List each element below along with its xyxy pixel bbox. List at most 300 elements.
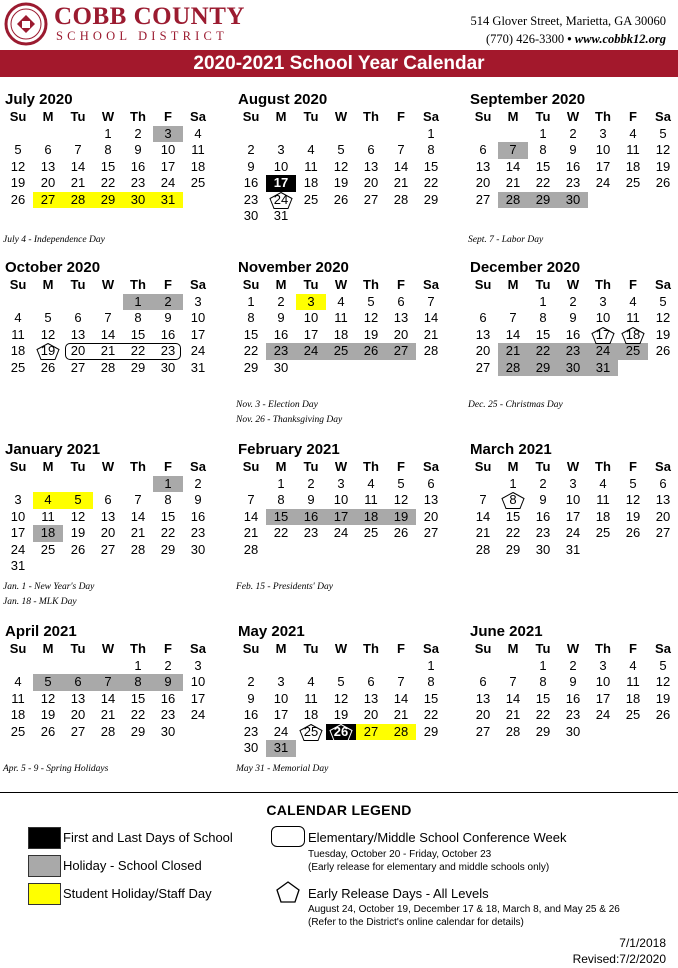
day-number: 2	[569, 125, 577, 141]
calendar-day	[386, 674, 416, 691]
calendar-day	[63, 707, 93, 724]
day-number: 8	[247, 310, 255, 325]
day-number: 7	[427, 293, 435, 309]
day-number: 15	[535, 690, 551, 706]
calendar-day	[183, 525, 213, 542]
day-number: 19	[393, 508, 409, 524]
calendar-day	[356, 724, 386, 741]
weekday-header: Th	[363, 277, 379, 292]
calendar-day	[528, 175, 558, 192]
day-number: 12	[333, 690, 349, 706]
calendar-day	[468, 360, 498, 377]
weekday-header: M	[275, 277, 287, 292]
calendar-day	[386, 343, 416, 360]
calendar-day	[588, 509, 618, 526]
day-number: 3	[194, 293, 202, 309]
day-number: 17	[190, 326, 206, 342]
calendar-day	[3, 724, 33, 741]
calendar-day	[93, 525, 123, 542]
weekday-header: Sa	[190, 109, 206, 124]
day-number: 15	[130, 690, 146, 706]
day-number: 3	[277, 142, 285, 157]
day-number: 10	[595, 142, 611, 157]
day-number: 22	[505, 525, 521, 540]
day-number: 1	[539, 657, 547, 673]
weekday-header: F	[629, 459, 637, 474]
calendar-day	[63, 674, 93, 691]
day-number: 22	[535, 343, 551, 358]
day-number: 6	[74, 310, 82, 325]
calendar-day	[386, 175, 416, 192]
calendar-day	[63, 724, 93, 741]
calendar-day	[356, 142, 386, 159]
day-number: 17	[160, 158, 176, 174]
calendar-day	[266, 327, 296, 344]
month-grid	[3, 109, 213, 225]
day-number: 31	[595, 359, 611, 375]
day-number: 7	[104, 310, 112, 325]
calendar-day	[93, 327, 123, 344]
calendar-day	[588, 476, 618, 493]
calendar-day	[266, 208, 296, 225]
month-holiday-notes	[3, 762, 108, 777]
calendar-day	[618, 476, 648, 493]
calendar-day	[123, 142, 153, 159]
calendar-day	[236, 674, 266, 691]
day-number: 5	[14, 142, 22, 157]
day-number: 21	[70, 175, 86, 190]
day-number: 28	[243, 541, 259, 557]
calendar-day	[468, 310, 498, 327]
day-number: 15	[535, 326, 551, 342]
calendar-day	[498, 343, 528, 360]
day-number: 23	[160, 707, 176, 722]
day-number: 12	[655, 142, 671, 157]
weekday-header: M	[42, 641, 54, 656]
month-name: July 2020	[5, 91, 73, 108]
legend-conference-note: (Early release for elementary and middle schools only)	[308, 862, 550, 873]
weekday-header: Th	[595, 277, 611, 292]
weekday-header: M	[42, 109, 54, 124]
day-number: 19	[40, 707, 56, 722]
day-number: 17	[565, 508, 581, 524]
day-number: 26	[40, 723, 56, 739]
month-calendar	[236, 440, 446, 575]
calendar-day	[588, 159, 618, 176]
day-number: 22	[130, 707, 146, 722]
month-name: December 2020	[470, 259, 581, 276]
calendar-day	[468, 724, 498, 741]
day-number: 7	[104, 674, 112, 689]
day-number: 21	[505, 175, 521, 190]
weekday-header: Th	[130, 109, 146, 124]
weekday-header: Su	[242, 459, 260, 474]
calendar-day	[468, 343, 498, 360]
day-number: 9	[307, 492, 315, 507]
calendar-day	[528, 658, 558, 675]
calendar-day	[63, 142, 93, 159]
calendar-day	[183, 707, 213, 724]
day-number: 29	[130, 359, 146, 375]
calendar-day	[3, 674, 33, 691]
day-number: 12	[333, 158, 349, 174]
weekday-header: W	[566, 277, 580, 292]
day-number: 3	[599, 125, 607, 141]
day-number: 8	[104, 142, 112, 157]
day-number: 28	[505, 723, 521, 739]
day-number: 9	[539, 492, 547, 507]
weekday-header: Su	[9, 459, 27, 474]
calendar-day	[416, 476, 446, 493]
day-number: 25	[363, 525, 379, 540]
day-number: 5	[629, 475, 637, 491]
calendar-day	[3, 509, 33, 526]
calendar-day	[93, 360, 123, 377]
month-calendar	[3, 258, 213, 393]
calendar-day	[386, 691, 416, 708]
calendar-day	[153, 658, 183, 675]
calendar-day	[123, 509, 153, 526]
day-number: 4	[367, 475, 375, 491]
day-number: 27	[475, 723, 491, 739]
calendar-day	[528, 142, 558, 159]
day-number: 23	[303, 525, 319, 540]
weekday-header: F	[164, 459, 172, 474]
weekday-header: W	[101, 277, 115, 292]
month-holiday-notes	[468, 398, 563, 413]
calendar-day	[63, 525, 93, 542]
day-number: 6	[367, 674, 375, 689]
day-number: 5	[44, 310, 52, 325]
day-number: 9	[569, 310, 577, 325]
calendar-day	[93, 310, 123, 327]
document-dates	[573, 935, 666, 967]
calendar-day	[498, 192, 528, 209]
weekday-header: M	[42, 277, 54, 292]
day-number: 3	[337, 475, 345, 491]
calendar-day	[386, 159, 416, 176]
month-name: June 2021	[470, 623, 543, 640]
weekday-header: M	[507, 277, 519, 292]
calendar-day	[558, 509, 588, 526]
calendar-day	[3, 360, 33, 377]
weekday-header: Sa	[423, 459, 439, 474]
calendar-day	[236, 492, 266, 509]
day-number: 14	[475, 508, 491, 524]
calendar-day	[356, 525, 386, 542]
day-number: 27	[475, 359, 491, 375]
day-number: 16	[273, 326, 289, 342]
day-number: 17	[595, 158, 611, 174]
weekday-header: Su	[9, 277, 27, 292]
day-number: 21	[505, 343, 521, 358]
month-name: November 2020	[238, 259, 349, 276]
day-number: 20	[655, 508, 671, 524]
calendar-day	[296, 509, 326, 526]
calendar-day	[386, 707, 416, 724]
day-number: 23	[565, 175, 581, 190]
calendar-day	[416, 658, 446, 675]
weekday-header: Tu	[303, 277, 319, 292]
calendar-day	[468, 509, 498, 526]
day-number: 1	[427, 657, 435, 673]
day-number: 22	[273, 525, 289, 540]
created-date: 7/1/2018	[619, 936, 666, 950]
calendar-day	[356, 492, 386, 509]
day-number: 6	[367, 142, 375, 157]
day-number: 11	[191, 142, 205, 157]
calendar-day	[153, 175, 183, 192]
website-link[interactable]: www.cobbk12.org	[574, 32, 666, 46]
day-number: 11	[41, 508, 55, 524]
legend-title: CALENDAR LEGEND	[266, 802, 412, 818]
weekday-header: W	[334, 641, 348, 656]
calendar-day	[416, 175, 446, 192]
calendar-day	[153, 525, 183, 542]
calendar-day	[356, 192, 386, 209]
day-number: 13	[655, 492, 671, 507]
calendar-day	[588, 343, 618, 360]
weekday-header: Tu	[70, 277, 86, 292]
day-number: 23	[243, 723, 259, 739]
day-number: 15	[273, 508, 289, 524]
day-number: 29	[130, 723, 146, 739]
day-number: 16	[565, 326, 581, 342]
month-holiday-notes	[3, 580, 94, 610]
calendar-day	[648, 142, 678, 159]
day-number: 22	[100, 175, 116, 190]
calendar-day	[183, 476, 213, 493]
day-number: 25	[303, 191, 319, 207]
calendar-day	[648, 294, 678, 311]
holiday-note: Jan. 1 - New Year's Day	[3, 582, 95, 592]
day-number: 16	[243, 175, 259, 190]
calendar-day	[326, 310, 356, 327]
calendar-day	[588, 175, 618, 192]
calendar-day	[588, 142, 618, 159]
calendar-day	[3, 159, 33, 176]
day-number: 14	[423, 310, 439, 325]
calendar-day	[588, 525, 618, 542]
day-number: 23	[273, 343, 289, 358]
calendar-day	[266, 674, 296, 691]
day-number: 18	[303, 175, 319, 190]
day-number: 9	[569, 674, 577, 689]
legend-early-release-title: Early Release Days - All Levels	[308, 886, 489, 901]
day-number: 29	[535, 359, 551, 375]
day-number: 14	[505, 158, 521, 174]
weekday-header: Th	[363, 459, 379, 474]
month-holiday-notes	[236, 398, 342, 428]
day-number: 19	[10, 175, 26, 190]
calendar-day	[356, 476, 386, 493]
day-number: 26	[625, 525, 641, 540]
calendar-day	[93, 542, 123, 559]
phone-number: (770) 426-3300	[486, 32, 565, 46]
month-grid	[468, 277, 678, 393]
day-number: 24	[273, 723, 289, 739]
calendar-day	[183, 294, 213, 311]
day-number: 4	[599, 475, 607, 491]
weekday-header: Sa	[423, 277, 439, 292]
calendar-day	[558, 343, 588, 360]
org-subtitle: SCHOOL DISTRICT	[56, 29, 228, 43]
day-number: 11	[626, 674, 640, 689]
calendar-day	[528, 707, 558, 724]
legend-first-last-swatch	[28, 827, 61, 849]
calendar-day	[468, 691, 498, 708]
calendar-day	[153, 674, 183, 691]
calendar-day	[93, 492, 123, 509]
day-number: 2	[247, 142, 255, 157]
weekday-header: M	[507, 459, 519, 474]
calendar-day	[648, 691, 678, 708]
day-number: 30	[160, 723, 176, 739]
calendar-day	[558, 175, 588, 192]
day-number: 30	[130, 191, 146, 207]
day-number: 28	[70, 191, 86, 207]
calendar-day	[266, 343, 296, 360]
day-number: 13	[423, 492, 439, 507]
calendar-day	[498, 509, 528, 526]
weekday-header: Sa	[423, 109, 439, 124]
page-title: 2020-2021 School Year Calendar	[0, 50, 678, 77]
day-number: 14	[505, 690, 521, 706]
calendar-day	[498, 674, 528, 691]
calendar-day	[296, 492, 326, 509]
day-number: 26	[363, 343, 379, 358]
calendar-day	[123, 542, 153, 559]
day-number: 2	[164, 293, 172, 309]
day-number: 6	[479, 674, 487, 689]
day-number: 12	[40, 326, 56, 342]
day-number: 13	[100, 508, 116, 524]
day-number: 7	[247, 492, 255, 507]
day-number: 29	[160, 541, 176, 557]
day-number: 24	[190, 707, 206, 722]
day-number: 3	[14, 492, 22, 507]
calendar-day	[3, 192, 33, 209]
calendar-day	[326, 142, 356, 159]
month-grid	[468, 459, 678, 575]
weekday-header: F	[397, 641, 405, 656]
calendar-day	[618, 159, 648, 176]
day-number: 27	[423, 525, 439, 540]
day-number: 20	[393, 326, 409, 342]
weekday-header: W	[566, 109, 580, 124]
day-number: 8	[539, 142, 547, 157]
weekday-header: Th	[363, 641, 379, 656]
calendar-day	[153, 691, 183, 708]
calendar-day	[588, 492, 618, 509]
calendar-day	[528, 192, 558, 209]
month-name: March 2021	[470, 441, 552, 458]
calendar-day	[416, 343, 446, 360]
day-number: 26	[40, 359, 56, 375]
calendar-day	[33, 707, 63, 724]
holiday-note: Nov. 26 - Thanksgiving Day	[236, 415, 343, 425]
day-number: 18	[10, 343, 26, 358]
calendar-day	[386, 525, 416, 542]
calendar-day	[528, 294, 558, 311]
day-number: 6	[479, 310, 487, 325]
day-number: 10	[10, 508, 26, 524]
calendar-day	[3, 525, 33, 542]
calendar-day	[3, 175, 33, 192]
calendar-day	[356, 310, 386, 327]
calendar-day	[183, 492, 213, 509]
calendar-day	[153, 724, 183, 741]
calendar-day	[296, 343, 326, 360]
calendar-day	[618, 691, 648, 708]
calendar-day	[588, 691, 618, 708]
day-number: 18	[190, 158, 206, 174]
calendar-day	[648, 525, 678, 542]
calendar-day	[266, 476, 296, 493]
day-number: 29	[423, 191, 439, 207]
calendar-day	[498, 476, 528, 493]
month-holiday-notes	[468, 233, 543, 248]
weekday-header: Su	[474, 459, 492, 474]
calendar-day	[153, 707, 183, 724]
calendar-day	[326, 724, 356, 741]
calendar-day	[236, 327, 266, 344]
weekday-header: W	[101, 109, 115, 124]
calendar-day	[153, 142, 183, 159]
calendar-day	[648, 674, 678, 691]
weekday-header: Th	[595, 109, 611, 124]
calendar-day	[498, 142, 528, 159]
calendar-day	[236, 724, 266, 741]
weekday-header: Su	[9, 109, 27, 124]
calendar-day	[296, 327, 326, 344]
legend-student-holiday-label: Student Holiday/Staff Day	[63, 886, 212, 901]
calendar-day	[618, 126, 648, 143]
day-number: 11	[364, 492, 378, 507]
day-number: 10	[190, 674, 206, 689]
calendar-day	[123, 674, 153, 691]
day-number: 4	[14, 674, 22, 689]
calendar-day	[236, 525, 266, 542]
day-number: 16	[190, 508, 206, 524]
calendar-day	[266, 492, 296, 509]
calendar-day	[356, 159, 386, 176]
weekday-header: Sa	[655, 277, 671, 292]
revised-date: Revised:7/2/2020	[572, 952, 666, 966]
day-number: 21	[100, 343, 116, 358]
calendar-day	[326, 509, 356, 526]
day-number: 29	[535, 723, 551, 739]
weekday-header: W	[101, 459, 115, 474]
day-number: 5	[397, 475, 405, 491]
calendar-day	[618, 658, 648, 675]
calendar-day	[183, 509, 213, 526]
day-number: 1	[509, 475, 517, 491]
day-number: 26	[333, 723, 349, 739]
weekday-header: F	[164, 277, 172, 292]
day-number: 17	[303, 326, 319, 342]
day-number: 8	[277, 492, 285, 507]
calendar-day	[356, 327, 386, 344]
calendar-day	[558, 658, 588, 675]
day-number: 16	[243, 707, 259, 722]
holiday-note: July 4 - Independence Day	[3, 235, 105, 245]
calendar-day	[33, 310, 63, 327]
calendar-day	[558, 525, 588, 542]
day-number: 22	[535, 175, 551, 190]
calendar-day	[618, 492, 648, 509]
calendar-day	[648, 509, 678, 526]
